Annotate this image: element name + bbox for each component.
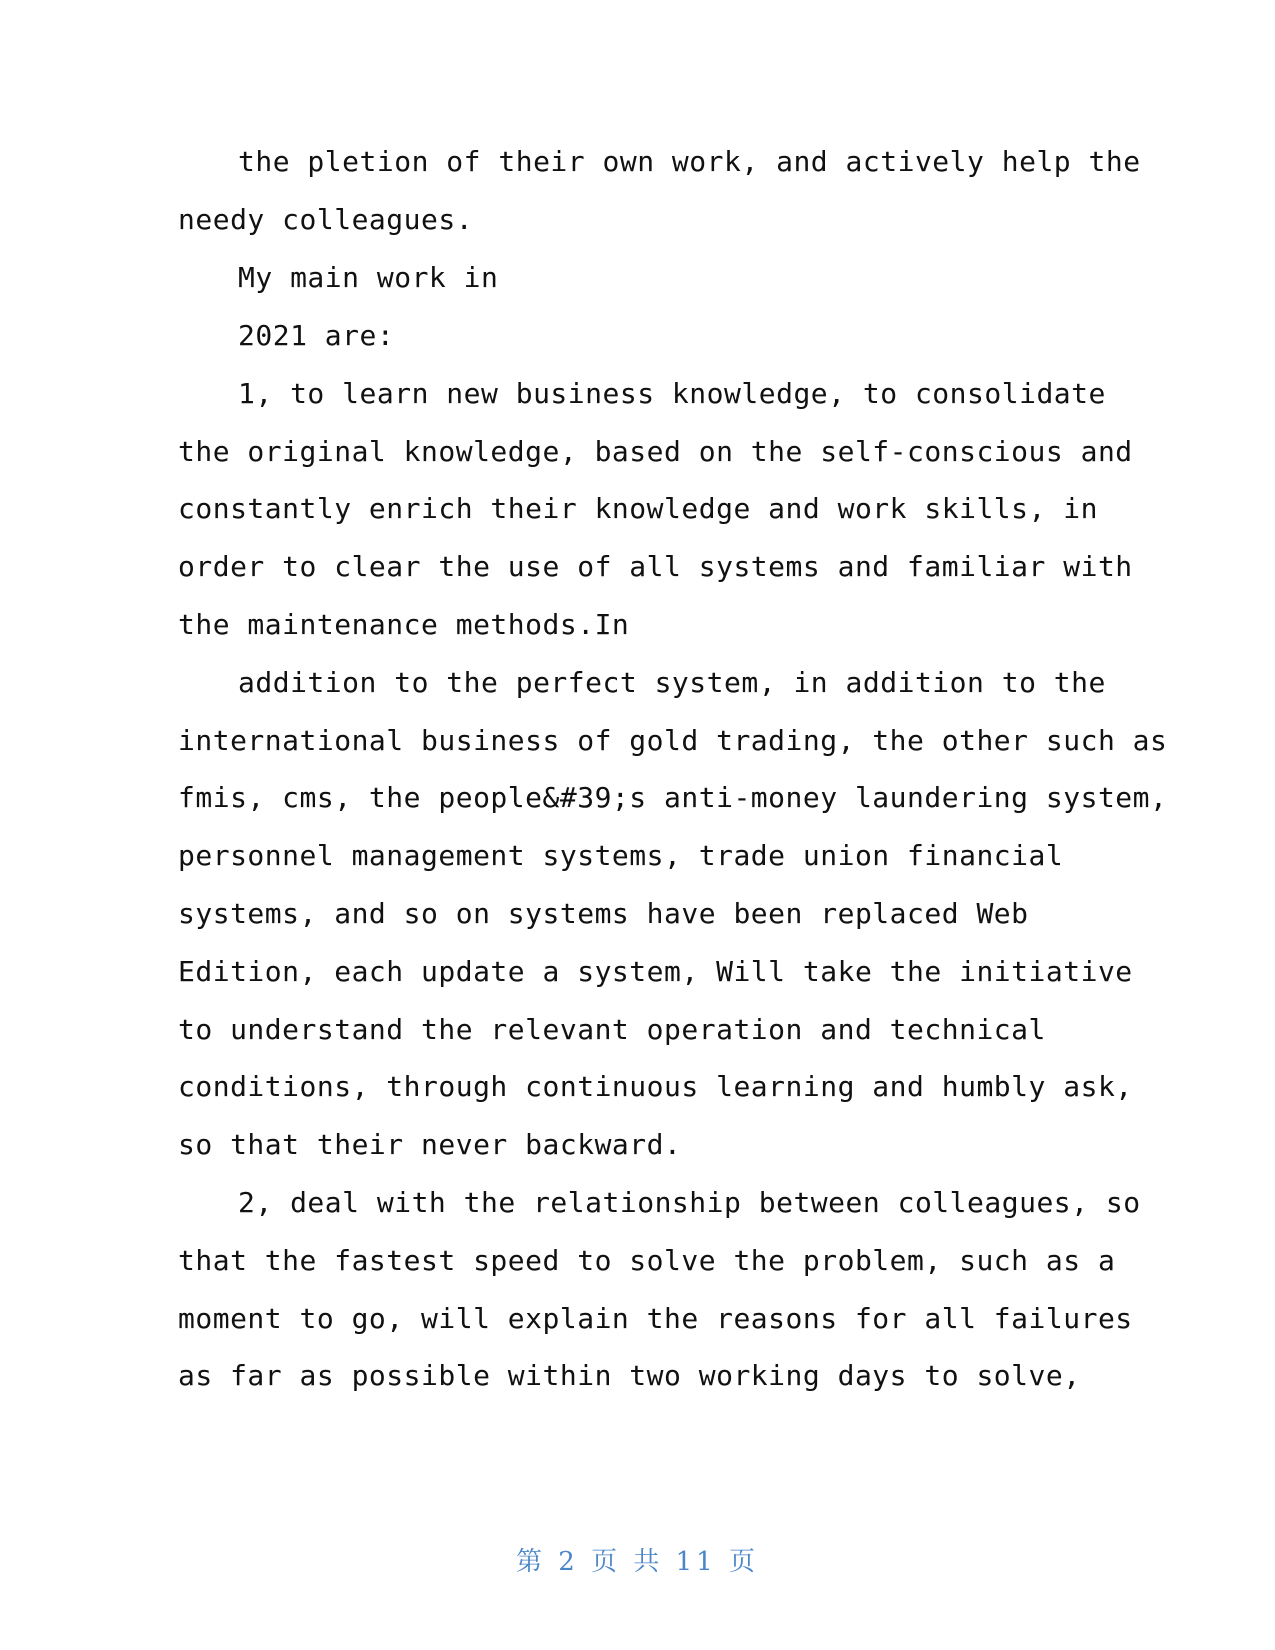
text-line: 2, deal with the relationship between colleagues, so xyxy=(238,1186,1141,1219)
text-line: the maintenance methods.In xyxy=(178,608,630,641)
text-line: needy colleagues. xyxy=(178,203,474,236)
text-line: as far as possible within two working days to solve, xyxy=(178,1359,1081,1392)
text-line: My main work in xyxy=(238,261,499,294)
text-line: addition to the perfect system, in addition to the xyxy=(238,666,1106,699)
text-line: that the fastest speed to solve the problem, such as a xyxy=(178,1244,1116,1277)
page-number-footer: 第 2 页 共 11 页 xyxy=(516,1547,759,1577)
text-line: systems, and so on systems have been replaced Web xyxy=(178,897,1029,930)
text-line: the pletion of their own work, and actively help the xyxy=(238,145,1141,178)
text-line: so that their never backward. xyxy=(178,1128,682,1161)
text-line: 1, to learn new business knowledge, to consolidate xyxy=(238,377,1106,410)
text-line: moment to go, will explain the reasons for all failures xyxy=(178,1302,1133,1335)
text-line: order to clear the use of all systems and familiar with xyxy=(178,550,1133,583)
text-line: the original knowledge, based on the self-conscious and xyxy=(178,435,1133,468)
text-line: conditions, through continuous learning and humbly ask, xyxy=(178,1070,1133,1103)
text-line: to understand the relevant operation and technical xyxy=(178,1013,1046,1046)
text-line: international business of gold trading, the other such as xyxy=(178,724,1168,757)
text-line: Edition, each update a system, Will take the initiative xyxy=(178,955,1133,988)
text-line: personnel management systems, trade union financial xyxy=(178,839,1064,872)
text-line: fmis, cms, the people&#39;s anti-money laundering system, xyxy=(178,781,1168,814)
text-line: 2021 are: xyxy=(238,319,395,352)
text-line: constantly enrich their knowledge and work skills, in xyxy=(178,492,1098,525)
